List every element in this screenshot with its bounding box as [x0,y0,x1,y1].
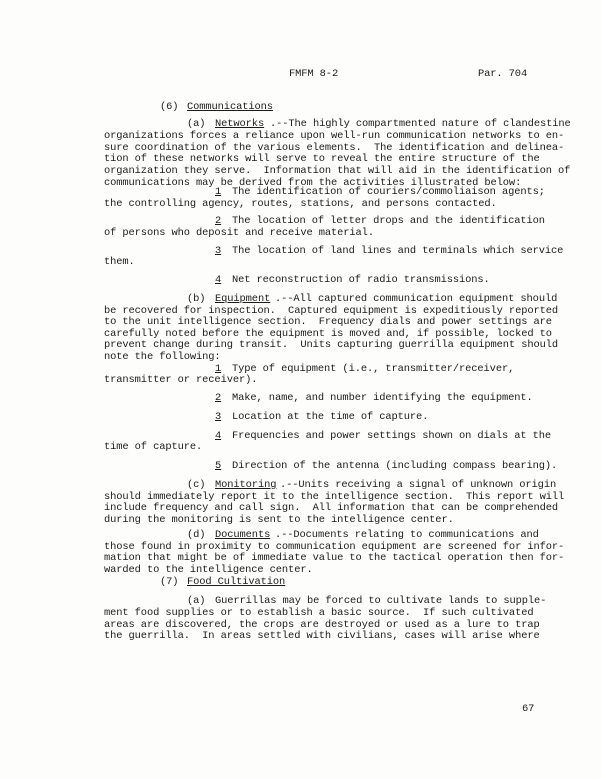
comm-a-item-number: 1 [215,186,222,198]
comm-d-line: those found in proximity to communication equipment are screened for infor- [104,541,565,553]
comm-b-item-text: Direction of the antenna (including compass bearing). [232,460,558,472]
comm-c-title: Monitoring [215,479,277,491]
comm-b-item-number: 1 [215,363,222,375]
comm-a-line: organizations forces a reliance upon well-run communication networks to en- [104,130,565,142]
header-paragraph-ref: Par. 704 [478,68,528,80]
comm-b-item-number: 2 [215,392,222,404]
comm-b-line: be recovered for inspection. Captured equipment is expeditiously reported [104,305,559,317]
comm-b-item-text: Type of equipment (i.e., transmitter/receiver, [232,363,515,375]
comm-a-line: .--The highly compartmented nature of clandestine [270,118,571,130]
comm-d-line: warded to the intelligence center. [104,564,313,576]
comm-b-item-text: Location at the time of capture. [232,411,429,423]
comm-a-item-text: of persons who deposit and receive material. [104,227,374,239]
comm-d-title: Documents [215,529,271,541]
comm-a-item-text: the controlling agency, routes, stations, and persons contacted. [104,198,497,210]
food-a-line: the guerrilla. In areas settled with civilians, cases will arise where [104,630,540,642]
food-a-line: Guerrillas may be forced to cultivate lands to supple- [215,595,547,607]
comm-a-item-text: Net reconstruction of radio transmissions. [232,274,490,286]
comm-a-item-text: The location of letter drops and the identification [232,215,545,227]
food-a-line: ment food supplies or to establish a basic source. If such cultivated [104,607,534,619]
comm-b-line: prevent change during transit. Units capturing guerrilla equipment should [104,339,559,351]
food-a-number: (a) [187,595,206,607]
comm-b-line: .--All captured communication equipment should [275,293,558,305]
comm-a-item-text: them. [104,256,135,268]
comm-a-line: sure coordination of the various elements. The identification and delinea- [104,142,565,154]
section-6-title: Communications [187,101,273,113]
food-a-line: areas are discovered, the crops are destroyed or used as a lure to trap [104,619,540,631]
comm-c-line: include frequency and call sign. All information that can be comprehended [104,502,559,514]
comm-b-item-text: Frequencies and power settings shown on dials at the [232,430,552,442]
comm-b-item-text: Make, name, and number identifying the equipment. [232,392,533,404]
comm-b-item-text: time of capture. [104,441,203,453]
comm-b-line: to the unit intelligence section. Frequency dials and power settings are [104,316,552,328]
comm-b-item-number: 3 [215,411,222,423]
comm-b-line: note the following: [104,351,221,363]
comm-c-line: .--Units receiving a signal of unknown origin [280,479,557,491]
comm-c-line: during the monitoring is sent to the intelligence center. [104,514,454,526]
comm-b-title: Equipment [215,293,271,305]
comm-b-item-number: 5 [215,460,222,472]
comm-a-item-number: 4 [215,274,222,286]
comm-a-line: organization they serve. Information that will aid in the identification of [104,165,571,177]
comm-a-item-number: 2 [215,215,222,227]
comm-a-title: Networks [215,118,265,130]
comm-a-line: tion of these networks will serve to reveal the entire structure of the [104,153,540,165]
page-number: 67 [522,703,535,715]
comm-b-item-number: 4 [215,430,222,442]
comm-a-item-number: 3 [215,245,222,257]
section-7-title: Food Cultivation [187,576,286,588]
comm-d-line: .--Documents relating to communications and [275,529,539,541]
comm-b-item-text: transmitter or receiver). [104,374,258,386]
section-6-number: (6) [160,101,179,113]
comm-a-item-text: The identification of couriers/commoliaison agents; [232,186,545,198]
comm-d-number: (d) [187,529,206,541]
comm-a-number: (a) [187,118,206,130]
comm-a-item-text: The location of land lines and terminals which service [232,245,564,257]
comm-b-line: carefully noted before the equipment is moved and, if possible, locked to [104,328,552,340]
comm-c-number: (c) [187,479,206,491]
comm-d-line: mation that might be of immediate value to the tactical operation then for- [104,552,565,564]
comm-a-line: communications may be derived from the activities illustrated below: [104,177,522,189]
header-doc-id: FMFM 8-2 [289,68,339,80]
section-7-number: (7) [160,576,179,588]
comm-c-line: should immediately report it to the intelligence section. This report will [104,491,565,503]
comm-b-number: (b) [187,293,206,305]
